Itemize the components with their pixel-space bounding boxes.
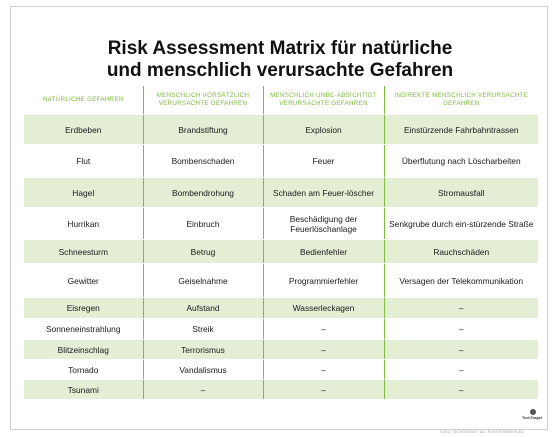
table-cell: Hurrikan [24, 208, 143, 240]
header-intentional: MENSCHLICH VORSÄTZLICH VERURSACHTE GEFAHREN [143, 86, 263, 115]
techtarget-logo-icon [522, 409, 546, 423]
table-row [24, 208, 538, 240]
table-row [24, 340, 538, 360]
table-cell: Flut [24, 145, 143, 178]
table-cell: Versagen der Telekommunikation [384, 264, 538, 298]
table-cell: Vandalismus [143, 360, 263, 380]
table-cell: Aufstand [143, 298, 263, 319]
table-cell: Betrug [143, 240, 263, 264]
table-cell: Wasserleckagen [263, 298, 384, 319]
table-row [24, 298, 538, 319]
table-cell: Bombendrohung [143, 178, 263, 208]
table-row [24, 145, 538, 178]
table-cell: Feuer [263, 145, 384, 178]
table-cell: – [143, 380, 263, 400]
table-cell: Geiselnahme [143, 264, 263, 298]
table-cell: Brandstiftung [143, 115, 263, 145]
header-row [24, 86, 538, 115]
table-cell: Rauchschäden [384, 240, 538, 264]
table-cell: – [384, 340, 538, 360]
table-cell: Gewitter [24, 264, 143, 298]
table-row [24, 178, 538, 208]
header-natural: NATÜRLICHE GEFAHREN [24, 86, 143, 115]
table-cell: – [384, 298, 538, 319]
table-cell: – [263, 360, 384, 380]
table-cell: – [384, 360, 538, 380]
table-cell: Bombenschaden [143, 145, 263, 178]
title-line-1: Risk Assessment Matrix für natürliche [107, 38, 453, 59]
table-row [24, 240, 538, 264]
table-cell: Schaden am Feuer-löscher [263, 178, 384, 208]
table-cell: Beschädigung der Feuerlöschanlage [263, 208, 384, 240]
table-cell: – [384, 319, 538, 340]
table-cell: Blitzeinschlag [24, 340, 143, 360]
table-cell: – [263, 380, 384, 400]
page-title [0, 38, 560, 82]
table-row [24, 115, 538, 145]
logo-mark-icon [530, 409, 536, 415]
table-cell: Tsunami [24, 380, 143, 400]
table-cell: Hagel [24, 178, 143, 208]
table-row [24, 360, 538, 380]
table-row [24, 264, 538, 298]
table-row [24, 380, 538, 400]
table-cell: Senkgrube durch ein-stürzende Straße [384, 208, 538, 240]
title-line-2: und menschlich verursachte Gefahren [106, 60, 454, 81]
table-cell: Erdbeben [24, 115, 143, 145]
header-indirect: INDIREKTE MENSCHLICH VERURSACHTE GEFAHREN [384, 86, 538, 115]
table-cell: Explosion [263, 115, 384, 145]
table-cell: Programmierfehler [263, 264, 384, 298]
table-cell: – [263, 319, 384, 340]
table-cell: – [263, 340, 384, 360]
table-cell: Überflutung nach Löscharbeiten [384, 145, 538, 178]
table-cell: Tornado [24, 360, 143, 380]
table-cell: – [384, 380, 538, 400]
table-row [24, 319, 538, 340]
table-cell: Sonneneinstrahlung [24, 319, 143, 340]
copyright-notice: ©2017 TECHTARGET. ALL RIGHTS RESERVED [440, 430, 524, 434]
logo-text: TechTarget [522, 416, 542, 420]
table-cell: Streik [143, 319, 263, 340]
table-cell: Eisregen [24, 298, 143, 319]
header-unintentional: MENSCHLICH UNBE-ABSICHTIGT VERURSACHTE GEFAHREN [263, 86, 384, 115]
table-cell: Stromausfall [384, 178, 538, 208]
table-cell: Einbruch [143, 208, 263, 240]
table-cell: Bedienfehler [263, 240, 384, 264]
table-cell: Einstürzende Fahrbahntrassen [384, 115, 538, 145]
risk-matrix-table [24, 86, 538, 400]
table-cell: Schneesturm [24, 240, 143, 264]
table-cell: Terrorismus [143, 340, 263, 360]
